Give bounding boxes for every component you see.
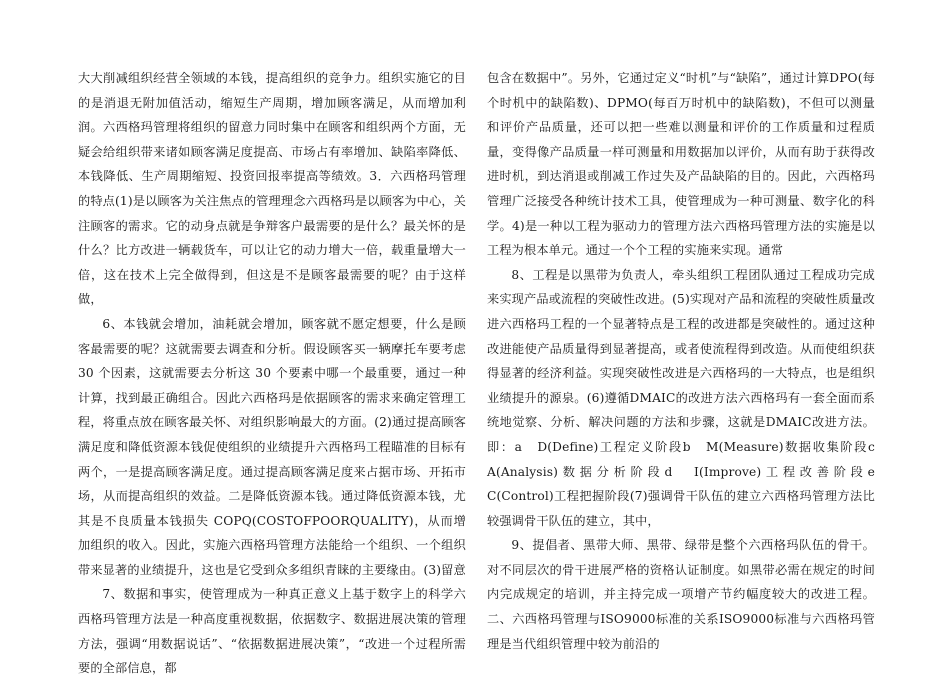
paragraph: 大大削减组织经营全领域的本钱，提高组织的竞争力。组织实施它的目的是消退无附加值活动，缩短生产周期，增加顾客满足，从而增加利润。六西格玛管理将组织的留意力同时集中在顾客和组织两个方面，无疑会给组织带来诸如顾客满足度提高、市场占有率增加、缺陷率降低、本钱降低、生产周期缩短、投资回报率提高等绩效。3．六西格玛管理的特点(1)是以顾客为关注焦点的管理理念六西格玛是以顾客为中心，关注顾客的需求。它的动身点就是争辩客户最需要的是什么？最关怀的是什么？比方改进一辆载货车，可以让它的动力增大一倍，载重量增大一倍，这在技术上完全做得到，但这是不是顾客最需要的呢？由于这样做，	[78, 71, 466, 307]
right-column	[487, 66, 888, 656]
paragraph: 6、本钱就会增加，油耗就会增加，顾客就不愿定想要，什么是顾客最需要的呢？这就需要去调查和分析。假设顾客买一辆摩托车要考虑 30 个因素，这就需要去分析这 30 个要素中哪一个最重要，通过一种计算，找到最正确组合。因此六西格玛是依据顾客的需求来确定管理工程，将重点放在顾客最关怀、对组织影响最大的方面。(2)通过提高顾客满足度和降低资源本钱促使组织的业绩提升六西格玛工程瞄准的目标有两个，一是提高顾客满足度。通过提高顾客满足度来占据市场、开拓市场，从而提高组织的效益。二是降低资源本钱。通过降低资源本钱，尤其是不良质量本钱损失 COPQ(COSTOFPOORQUALITY)，从而增加组织的收入。因此，实施六西格玛管理方法能给一个组织、一个组织带来显著的业绩提升，这也是它受到众多组织青睐的主要缘由。(3)留意	[78, 316, 466, 577]
paragraph: 包含在数据中”。另外，它通过定义“时机”与“缺陷”，通过计算DPO(每个时机中的缺陷数)、DPMO(每百万时机中的缺陷数)，不但可以测量和评价产品质量，还可以把一些难以测量和评价的工作质量和过程质量，变得像产品质量一样可测量和用数据加以评价，从而有助于获得改进时机，到达消退或削减工作过失及产品缺陷的目的。因此，六西格玛管理广泛接受各种统计技术工具，使管理成为一种可测量、数字化的科学。4)是一种以工程为驱动力的管理方法六西格玛管理方法的实施是以工程为根本单元。通过一个个工程的实施来实现。通常	[487, 71, 875, 258]
paragraph: 8、工程是以黑带为负责人，牵头组织工程团队通过工程成功完成来实现产品或流程的突破性改进。(5)实现对产品和流程的突破性质量改进六西格玛工程的一个显著特点是工程的改进都是突破性的。通过这种改进能使产品质量得到显著提高，或者使流程得到改造。从而使组织获得显著的经济利益。实现突破性改进是六西格玛的一大特点，也是组织业绩提升的源泉。(6)遵循DMAIC的改进方法六西格玛有一套全面而系统地觉察、分析、解决问题的方法和步骤，这就是DMAIC改进方法。即：a D(Define)工程定义阶段b M(Measure)数据收集阶段c A(Analysis)数据分析阶段d I(Improve)工程改善阶段e C(Control)工程把握阶段(7)强调骨干队伍的建立六西格玛管理方法比较强调骨干队伍的建立，其中，	[487, 267, 888, 528]
left-column	[78, 66, 466, 681]
paragraph: 9、提倡者、黑带大师、黑带、绿带是整个六西格玛队伍的骨干。对不同层次的骨干进展严格的资格认证制度。如黑带必需在规定的时间内完成规定的培训，并主持完成一项增产节约幅度较大的改进工程。二、六西格玛管理与ISO9000标准的关系ISO9000标准与六西格玛管理是当代组织管理中较为前沿的	[487, 538, 875, 651]
paragraph: 7、数据和事实，使管理成为一种真正意义上基于数字上的科学六西格玛管理方法是一种高度重视数据，依据数字、数据进展决策的管理方法，强调“用数据说话”、“依据数据进展决策”，“改进一个过程所需要的全部信息，都	[78, 587, 466, 676]
